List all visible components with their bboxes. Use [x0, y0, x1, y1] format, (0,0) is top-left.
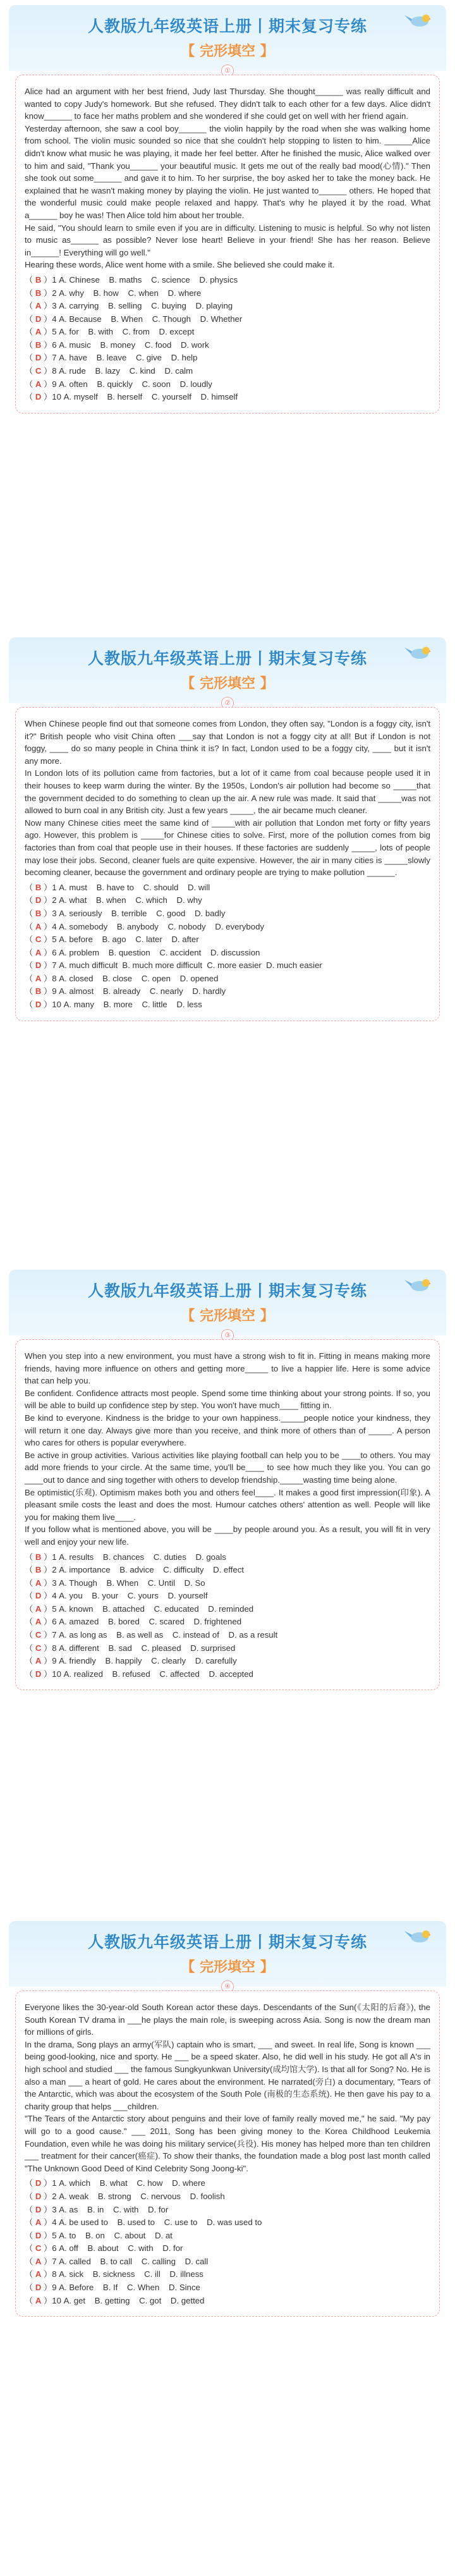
bracket-open: （	[25, 947, 35, 957]
question-number: 7	[52, 960, 57, 971]
section-title: 人教版九年级英语上册丨期末复习专练	[87, 1933, 367, 1951]
bracket-open: （	[25, 314, 35, 324]
bracket-close: ）	[41, 2191, 52, 2201]
question-number: 3	[52, 908, 57, 918]
answer-row	[25, 274, 430, 287]
answer-row	[25, 2177, 430, 2190]
bracket-close: ）	[41, 960, 52, 971]
question-number: 3	[52, 301, 57, 311]
question-number: 7	[52, 1630, 57, 1640]
answer-letter: A	[35, 973, 42, 983]
section-header	[9, 5, 446, 75]
answer-options: A. Before B. If C. When D. Since	[59, 2283, 200, 2293]
answer-letter: B	[35, 288, 42, 298]
question-number: 4	[52, 314, 57, 324]
section-header	[9, 637, 446, 707]
answer-options: A. sick B. sickness C. ill D. illness	[59, 2269, 203, 2279]
passage-box	[15, 707, 440, 1021]
bracket-open: （	[25, 1617, 35, 1627]
question-number: 9	[52, 986, 57, 997]
answer-options: A. almost B. already C. nearly D. hardly	[59, 986, 226, 997]
answer-letter: A	[35, 1656, 42, 1666]
answer-row	[25, 2281, 430, 2295]
bracket-open: （	[25, 1552, 35, 1562]
answer-letter: D	[35, 392, 42, 402]
bracket-close: ）	[41, 274, 52, 285]
question-number: 6	[52, 947, 57, 957]
bracket-open: （	[25, 366, 35, 376]
question-number: 9	[52, 379, 57, 389]
bracket-close: ）	[41, 986, 52, 997]
bracket-open: （	[25, 2217, 35, 2228]
answer-row	[25, 1603, 430, 1616]
answer-row	[25, 985, 430, 998]
answer-row	[25, 1551, 430, 1564]
passage-text	[25, 85, 430, 271]
bird-icon	[403, 1927, 431, 1944]
answer-letter: A	[35, 301, 42, 311]
answer-letter: A	[35, 947, 42, 957]
paragraph: If you follow what is mentioned above, you will be ____by people around you. As a result, you will fit in very well and enjoy your new life.	[25, 1524, 430, 1547]
question-number: 4	[52, 921, 57, 931]
bracket-close: ）	[41, 2217, 52, 2228]
answer-row	[25, 313, 430, 326]
bracket-open: （	[25, 301, 35, 311]
answer-letter: B	[35, 274, 42, 285]
question-number: 7	[52, 2256, 57, 2266]
answer-letter: D	[35, 353, 42, 363]
passage-box	[15, 1339, 440, 1690]
bracket-open: （	[25, 340, 35, 350]
question-number: 9	[52, 1656, 57, 1666]
question-number: 5	[52, 327, 57, 337]
bracket-open: （	[25, 973, 35, 983]
question-number: 10	[52, 2295, 61, 2305]
bracket-open: （	[25, 392, 35, 402]
bracket-open: （	[25, 908, 35, 918]
answer-options: A. why B. how C. when D. where	[59, 288, 202, 298]
bracket-close: ）	[41, 340, 52, 350]
bracket-close: ）	[41, 1565, 52, 1575]
bracket-open: （	[25, 1643, 35, 1653]
answer-options: A. which B. what C. how D. where	[59, 2178, 205, 2188]
section-number: ④	[221, 1980, 234, 1993]
answer-row	[25, 2229, 430, 2243]
bracket-close: ）	[41, 1656, 52, 1666]
bracket-close: ）	[41, 1578, 52, 1588]
question-number: 5	[52, 1604, 57, 1614]
answer-row	[25, 352, 430, 365]
answer-row	[25, 2190, 430, 2204]
answer-row	[25, 339, 430, 352]
section-card	[9, 1270, 446, 1690]
bracket-open: （	[25, 2204, 35, 2214]
bracket-close: ）	[41, 353, 52, 363]
answer-options: A. problem B. question C. accident D. discussion	[59, 947, 260, 957]
bracket-close: ）	[41, 2243, 52, 2254]
answer-row	[25, 972, 430, 986]
answer-options: A. get B. getting C. got D. getted	[63, 2295, 205, 2305]
answer-letter: A	[35, 1604, 42, 1614]
bracket-open: （	[25, 379, 35, 389]
paragraph: Be confident. Confidence attracts most people. Spend some time thinking about your strong points. If so, you will be able to build up confidence step by step. You won't have much____ fitting in.	[25, 1388, 430, 1411]
question-number: 8	[52, 366, 57, 376]
question-number: 8	[52, 973, 57, 983]
bracket-open: （	[25, 960, 35, 971]
question-number: 5	[52, 2230, 57, 2240]
bracket-close: ）	[41, 2204, 52, 2214]
bracket-open: （	[25, 2256, 35, 2266]
bracket-close: ）	[41, 2230, 52, 2240]
answer-row	[25, 907, 430, 921]
section-header	[9, 1921, 446, 1990]
answer-letter: A	[35, 2256, 42, 2266]
bird-icon	[403, 1276, 431, 1292]
answer-letter: B	[35, 986, 42, 997]
question-number: 2	[52, 1565, 57, 1575]
answer-letter: D	[35, 2230, 42, 2240]
paragraph: Hearing these words, Alice went home with a smile. She believed she could make it.	[25, 260, 335, 270]
section-title: 人教版九年级英语上册丨期末复习专练	[87, 1282, 367, 1300]
answer-row	[25, 1642, 430, 1655]
paragraph: Now many Chinese cities meet the same kind of _____with air pollution that London met forty or fifty years ago. However, this problem is _____for Chinese cities to solve. First, more of the pollution comes from big factories than from coal that people use in their houses. If these factories are suddenly _____, lots of people may lose their jobs. Second, cleaner fuels are quite expensive. However, the air in many cities is _____slowly becoming cleaner, because the government and ordinary people are trying to make pollution ______.	[25, 818, 430, 878]
answer-options: A. amazed B. bored C. scared D. frightened	[59, 1617, 242, 1627]
bracket-close: ）	[41, 2295, 52, 2305]
bracket-open: （	[25, 2178, 35, 2188]
answer-options: A. Though B. When C. Until D. So	[59, 1578, 205, 1588]
paragraph: Be active in group activities. Various activities like playing football can help you to be ____to others. You may add more friends to your circle. At the same time, you'll be____ to see how much they like you. You can go ____out to dance and sing together with others to develop friendship._____wasting time being alone.	[25, 1450, 430, 1485]
answer-letter: D	[35, 2191, 42, 2201]
answer-row	[25, 2242, 430, 2255]
answer-options: A. carrying B. selling C. buying D. playing	[59, 301, 233, 311]
bracket-open: （	[25, 2269, 35, 2279]
answer-row	[25, 894, 430, 907]
answer-options: A. weak B. strong C. nervous D. foolish	[59, 2191, 225, 2201]
answer-letter: D	[35, 1591, 42, 1601]
answer-row	[25, 365, 430, 378]
answer-options: A. friendly B. happily C. clearly D. carefully	[59, 1656, 237, 1666]
question-number: 6	[52, 1617, 57, 1627]
question-number: 10	[52, 392, 61, 402]
bracket-close: ）	[41, 1552, 52, 1562]
answer-letter: B	[35, 908, 42, 918]
bracket-open: （	[25, 1656, 35, 1666]
answer-letter: C	[35, 2243, 42, 2254]
bracket-close: ）	[41, 921, 52, 931]
section-card	[9, 637, 446, 1021]
paragraph: Alice had an argument with her best friend, Judy last Thursday. She thought______ was really difficult and wanted to copy Judy's homework. But she refused. They didn't talk to each other for a few days. Alice didn't know______ to face her maths problem and she wondered if she could get on well with her friend again.	[25, 87, 430, 121]
bracket-close: ）	[41, 947, 52, 957]
answer-letter: D	[35, 960, 42, 971]
question-number: 3	[52, 2204, 57, 2214]
bracket-open: （	[25, 895, 35, 905]
question-number: 2	[52, 288, 57, 298]
answer-options: A. rude B. lazy C. kind D. calm	[59, 366, 193, 376]
question-number: 1	[52, 2178, 57, 2188]
answer-row	[25, 2255, 430, 2269]
bracket-close: ）	[41, 314, 52, 324]
answer-letter: D	[35, 2178, 42, 2188]
answer-row	[25, 947, 430, 960]
answer-letter: A	[35, 921, 42, 931]
bracket-open: （	[25, 921, 35, 931]
bracket-open: （	[25, 1669, 35, 1679]
answer-options: A. somebody B. anybody C. nobody D. everybody	[59, 921, 264, 931]
bracket-close: ）	[41, 1591, 52, 1601]
bracket-close: ）	[41, 288, 52, 298]
bracket-close: ）	[41, 1630, 52, 1640]
question-number: 6	[52, 340, 57, 350]
bracket-close: ）	[41, 1669, 52, 1679]
answer-row	[25, 326, 430, 339]
bracket-open: （	[25, 353, 35, 363]
answer-row	[25, 1655, 430, 1668]
section-subtitle: 【 完形填空 】	[181, 676, 274, 692]
answer-letter: D	[35, 2283, 42, 2293]
section-subtitle: 【 完形填空 】	[181, 1960, 274, 1975]
bracket-open: （	[25, 2230, 35, 2240]
bracket-close: ）	[41, 392, 52, 402]
answer-letter: D	[35, 895, 42, 905]
section-header	[9, 1270, 446, 1339]
answer-letter: A	[35, 2295, 42, 2305]
section-card	[9, 5, 446, 414]
bracket-open: （	[25, 1000, 35, 1010]
question-number: 10	[52, 1000, 61, 1010]
bracket-close: ）	[41, 1643, 52, 1653]
answer-options: A. as B. in C. with D. for	[59, 2204, 169, 2214]
question-number: 1	[52, 274, 57, 285]
passage-text	[25, 2001, 430, 2174]
bracket-close: ）	[41, 2256, 52, 2266]
answer-options: A. music B. money C. food D. work	[59, 340, 209, 350]
answer-row	[25, 1590, 430, 1603]
paragraph: "The Tears of the Antarctic story about penguins and their love of family really moved me," he said. "My pay will go to a good cause." ___ 2011, Song has been giving money to the Korea Childhood Leukemia Foundation, even while he was doing his military service(兵役). His money has helped more than ten children ___ treatment for their cancer(癌症). To show their thanks, the foundation made a blog post last month called "The Unknown Good Deed of Kind Celebrity Song Joong-ki".	[25, 2114, 430, 2173]
answer-list	[25, 2177, 430, 2307]
paragraph: Be optimistic(乐观). Optimism makes both you and others feel____. It makes a good first impression(印象). A pleasant smile costs the least and does the most. Humour catches others' attention as well. People will like you for making them live____.	[25, 1487, 430, 1522]
answer-row	[25, 933, 430, 947]
bracket-open: （	[25, 2295, 35, 2305]
bracket-open: （	[25, 1604, 35, 1614]
answer-letter: A	[35, 379, 42, 389]
answer-options: A. closed B. close C. open D. opened	[59, 973, 219, 983]
answer-list	[25, 881, 430, 1012]
answer-row	[25, 959, 430, 972]
answer-row	[25, 1564, 430, 1577]
answer-options: A. different B. sad C. pleased D. surprised	[59, 1643, 236, 1653]
bracket-open: （	[25, 882, 35, 892]
bracket-open: （	[25, 1591, 35, 1601]
answer-letter: B	[35, 340, 42, 350]
question-number: 2	[52, 895, 57, 905]
bracket-open: （	[25, 1630, 35, 1640]
answer-letter: B	[35, 1565, 42, 1575]
question-number: 7	[52, 353, 57, 363]
bracket-close: ）	[41, 2283, 52, 2293]
bracket-close: ）	[41, 908, 52, 918]
paragraph: Yesterday afternoon, she saw a cool boy______ the violin happily by the road when she was walking home from school. The violin music sounded so nice that she couldn't help stopping to listen to him. ______Alice didn't know what music he was playing, it made her feel better. After he finished the music, Alice walked over to him and said, "Thank you______ your beautiful music. It gets me out of the really bad mood(心情)." Then she took out some______ and gave it to him. To her surprise, the boy asked her to take the money back. He explained that he wasn't making money by playing the violin. He just wanted to______ others. He hoped that the wonderful music could make people relaxed and happy. That's why he played it by the road. What a______ boy he was! Then Alice told him about her trouble.	[25, 123, 430, 220]
paragraph: In the drama, Song plays an army(军队) captain who is smart, ___ and sweet. In real life, Song is known ___ being good-looking, nice and sporty. He ___ be a speed skater. Also, he did well in his study. He got all A's in high school and studied ___ the famous Sungkyunkwan University(成均馆大学). Is that all for Song? No. He is also a man ___ a heart of gold. He cares about the environment. He narrated(旁白) a documentary, "Tears of the Antarctic, which was about the ecosystem of the South Pole (南极的生态系统). He then gave his pay to a charity group that helps ___children.	[25, 2039, 430, 2111]
bracket-open: （	[25, 935, 35, 945]
answer-row	[25, 921, 430, 934]
answer-row	[25, 2295, 430, 2308]
answer-row	[25, 1577, 430, 1590]
paragraph: When you step into a new environment, you must have a strong wish to fit in. Fitting in means making more friends, having more influence on others and getting more_____ to live a happier life. Here is some advice that can help you.	[25, 1351, 430, 1386]
passage-box	[15, 75, 440, 414]
answer-row	[25, 2268, 430, 2281]
bracket-close: ）	[41, 379, 52, 389]
question-number: 10	[52, 1669, 61, 1679]
answer-options: A. myself B. herself C. yourself D. himself	[63, 392, 238, 402]
answer-row	[25, 1629, 430, 1642]
answer-letter: C	[35, 1630, 42, 1640]
answer-options: A. be used to B. used to C. use to D. was used to	[59, 2217, 262, 2228]
answer-letter: C	[35, 366, 42, 376]
answer-row	[25, 2216, 430, 2229]
answer-row	[25, 1668, 430, 1681]
answer-letter: C	[35, 935, 42, 945]
bracket-open: （	[25, 2191, 35, 2201]
bracket-open: （	[25, 288, 35, 298]
passage-text	[25, 1350, 430, 1549]
answer-letter: B	[35, 882, 42, 892]
answer-options: A. known B. attached C. educated D. reminded	[59, 1604, 254, 1614]
passage-box	[15, 1990, 440, 2317]
answer-letter: A	[35, 2269, 42, 2279]
answer-letter: C	[35, 1643, 42, 1653]
bracket-close: ）	[41, 1617, 52, 1627]
bird-icon	[403, 11, 431, 28]
question-number: 9	[52, 2283, 57, 2293]
answer-row	[25, 300, 430, 313]
answer-options: A. as long as B. as well as C. instead of D. as a result	[59, 1630, 278, 1640]
section-number: ②	[221, 697, 234, 709]
section-title: 人教版九年级英语上册丨期末复习专练	[87, 649, 367, 668]
answer-row	[25, 2204, 430, 2217]
question-number: 1	[52, 1552, 57, 1562]
bracket-close: ）	[41, 1000, 52, 1010]
question-number: 8	[52, 2269, 57, 2279]
answer-options: A. results B. chances C. duties D. goals	[59, 1552, 226, 1562]
answer-options: A. much difficult B. much more difficult C. more easier D. much easier	[59, 960, 322, 971]
answer-letter: D	[35, 314, 42, 324]
answer-letter: D	[35, 1669, 42, 1679]
paragraph: Everyone likes the 30-year-old South Korean actor these days. Descendants of the Sun(《太阳的后裔》), the South Korean TV drama in ___he plays the main role, is sweeping across Asia. Song is now the dream man for millions of girls.	[25, 2003, 430, 2037]
bracket-open: （	[25, 2243, 35, 2254]
answer-list	[25, 274, 430, 404]
question-number: 3	[52, 1578, 57, 1588]
answer-row	[25, 391, 430, 404]
answer-options: A. off B. about C. with D. for	[59, 2243, 183, 2254]
answer-row	[25, 881, 430, 895]
bracket-close: ）	[41, 882, 52, 892]
question-number: 5	[52, 935, 57, 945]
answer-row	[25, 378, 430, 391]
passage-text	[25, 718, 430, 879]
answer-options: A. for B. with C. from D. except	[59, 327, 195, 337]
answer-options: A. have B. leave C. give D. help	[59, 353, 198, 363]
bracket-open: （	[25, 1565, 35, 1575]
section-subtitle: 【 完形填空 】	[181, 44, 274, 59]
bracket-close: ）	[41, 366, 52, 376]
bracket-close: ）	[41, 1604, 52, 1614]
bracket-close: ）	[41, 935, 52, 945]
paragraph: He said, "You should learn to smile even if you are in difficulty. Listening to music is helpful. So why not listen to music as______ as possible? Never lose heart! Believe in your friend! She has her reason. Believe in______! Everything will go well."	[25, 223, 430, 257]
bracket-open: （	[25, 986, 35, 997]
question-number: 4	[52, 2217, 57, 2228]
paragraph: When Chinese people find out that someone comes from London, they often say, "London is a foggy city, isn't it?" British people who visit China often ___say that London is not a foggy city at all! But if London is not foggy, ____ do so many people in China think it is? In fact, London used to be a foggy city, ____ but it isn't any more.	[25, 719, 430, 766]
answer-letter: A	[35, 2217, 42, 2228]
bracket-close: ）	[41, 301, 52, 311]
question-number: 2	[52, 2191, 57, 2201]
answer-options: A. importance B. advice C. difficulty D. effect	[59, 1565, 244, 1575]
bird-icon	[403, 644, 431, 660]
section-title: 人教版九年级英语上册丨期末复习专练	[87, 17, 367, 35]
answer-options: A. you B. your C. yours D. yourself	[59, 1591, 208, 1601]
answer-row	[25, 1616, 430, 1629]
answer-list	[25, 1551, 430, 1681]
section-subtitle: 【 完形填空 】	[181, 1308, 274, 1324]
answer-options: A. realized B. refused C. affected D. accepted	[63, 1669, 253, 1679]
bracket-open: （	[25, 1578, 35, 1588]
answer-letter: A	[35, 1578, 42, 1588]
bracket-close: ）	[41, 895, 52, 905]
answer-options: A. must B. have to C. should D. will	[59, 882, 210, 892]
bracket-close: ）	[41, 2269, 52, 2279]
bracket-close: ）	[41, 2178, 52, 2188]
bracket-close: ）	[41, 973, 52, 983]
bracket-open: （	[25, 274, 35, 285]
answer-options: A. Chinese B. maths C. science D. physics	[59, 274, 238, 285]
question-number: 4	[52, 1591, 57, 1601]
answer-options: A. what B. when C. which D. why	[59, 895, 202, 905]
section-number: ③	[221, 1329, 234, 1342]
answer-row	[25, 998, 430, 1012]
answer-letter: B	[35, 1552, 42, 1562]
answer-options: A. to B. on C. about D. at	[59, 2230, 173, 2240]
answer-letter: A	[35, 327, 42, 337]
bracket-open: （	[25, 327, 35, 337]
answer-options: A. many B. more C. little D. less	[63, 1000, 202, 1010]
section-number: ①	[221, 64, 234, 77]
answer-letter: D	[35, 1000, 42, 1010]
paragraph: Be kind to everyone. Kindness is the bridge to your own happiness._____people notice your kindness, they will return it one day. Always give more than you receive, and think more of others than of _____. A person who cares for others is popular everywhere.	[25, 1413, 430, 1448]
answer-letter: A	[35, 1617, 42, 1627]
answer-options: A. seriously B. terrible C. good D. badly	[59, 908, 226, 918]
paragraph: In London lots of its pollution came from factories, but a lot of it came from coal because people used it in their houses to keep warm during the winter. By the 1950s, London's air pollution had become so _____that the government decided to do something to clean up the air. A new rule was made. It said that _____was not allowed to burn coal in any British city. Just a few years _____, the air became much cleaner.	[25, 768, 430, 816]
section-card	[9, 1921, 446, 2317]
answer-letter: D	[35, 2204, 42, 2214]
answer-options: A. Because B. When C. Though D. Whether	[59, 314, 243, 324]
answer-options: A. called B. to call C. calling D. call	[59, 2256, 209, 2266]
question-number: 6	[52, 2243, 57, 2254]
question-number: 1	[52, 882, 57, 892]
answer-row	[25, 287, 430, 300]
answer-options: A. often B. quickly C. soon D. loudly	[59, 379, 212, 389]
bracket-close: ）	[41, 327, 52, 337]
bracket-open: （	[25, 2283, 35, 2293]
answer-options: A. before B. ago C. later D. after	[59, 935, 199, 945]
question-number: 8	[52, 1643, 57, 1653]
